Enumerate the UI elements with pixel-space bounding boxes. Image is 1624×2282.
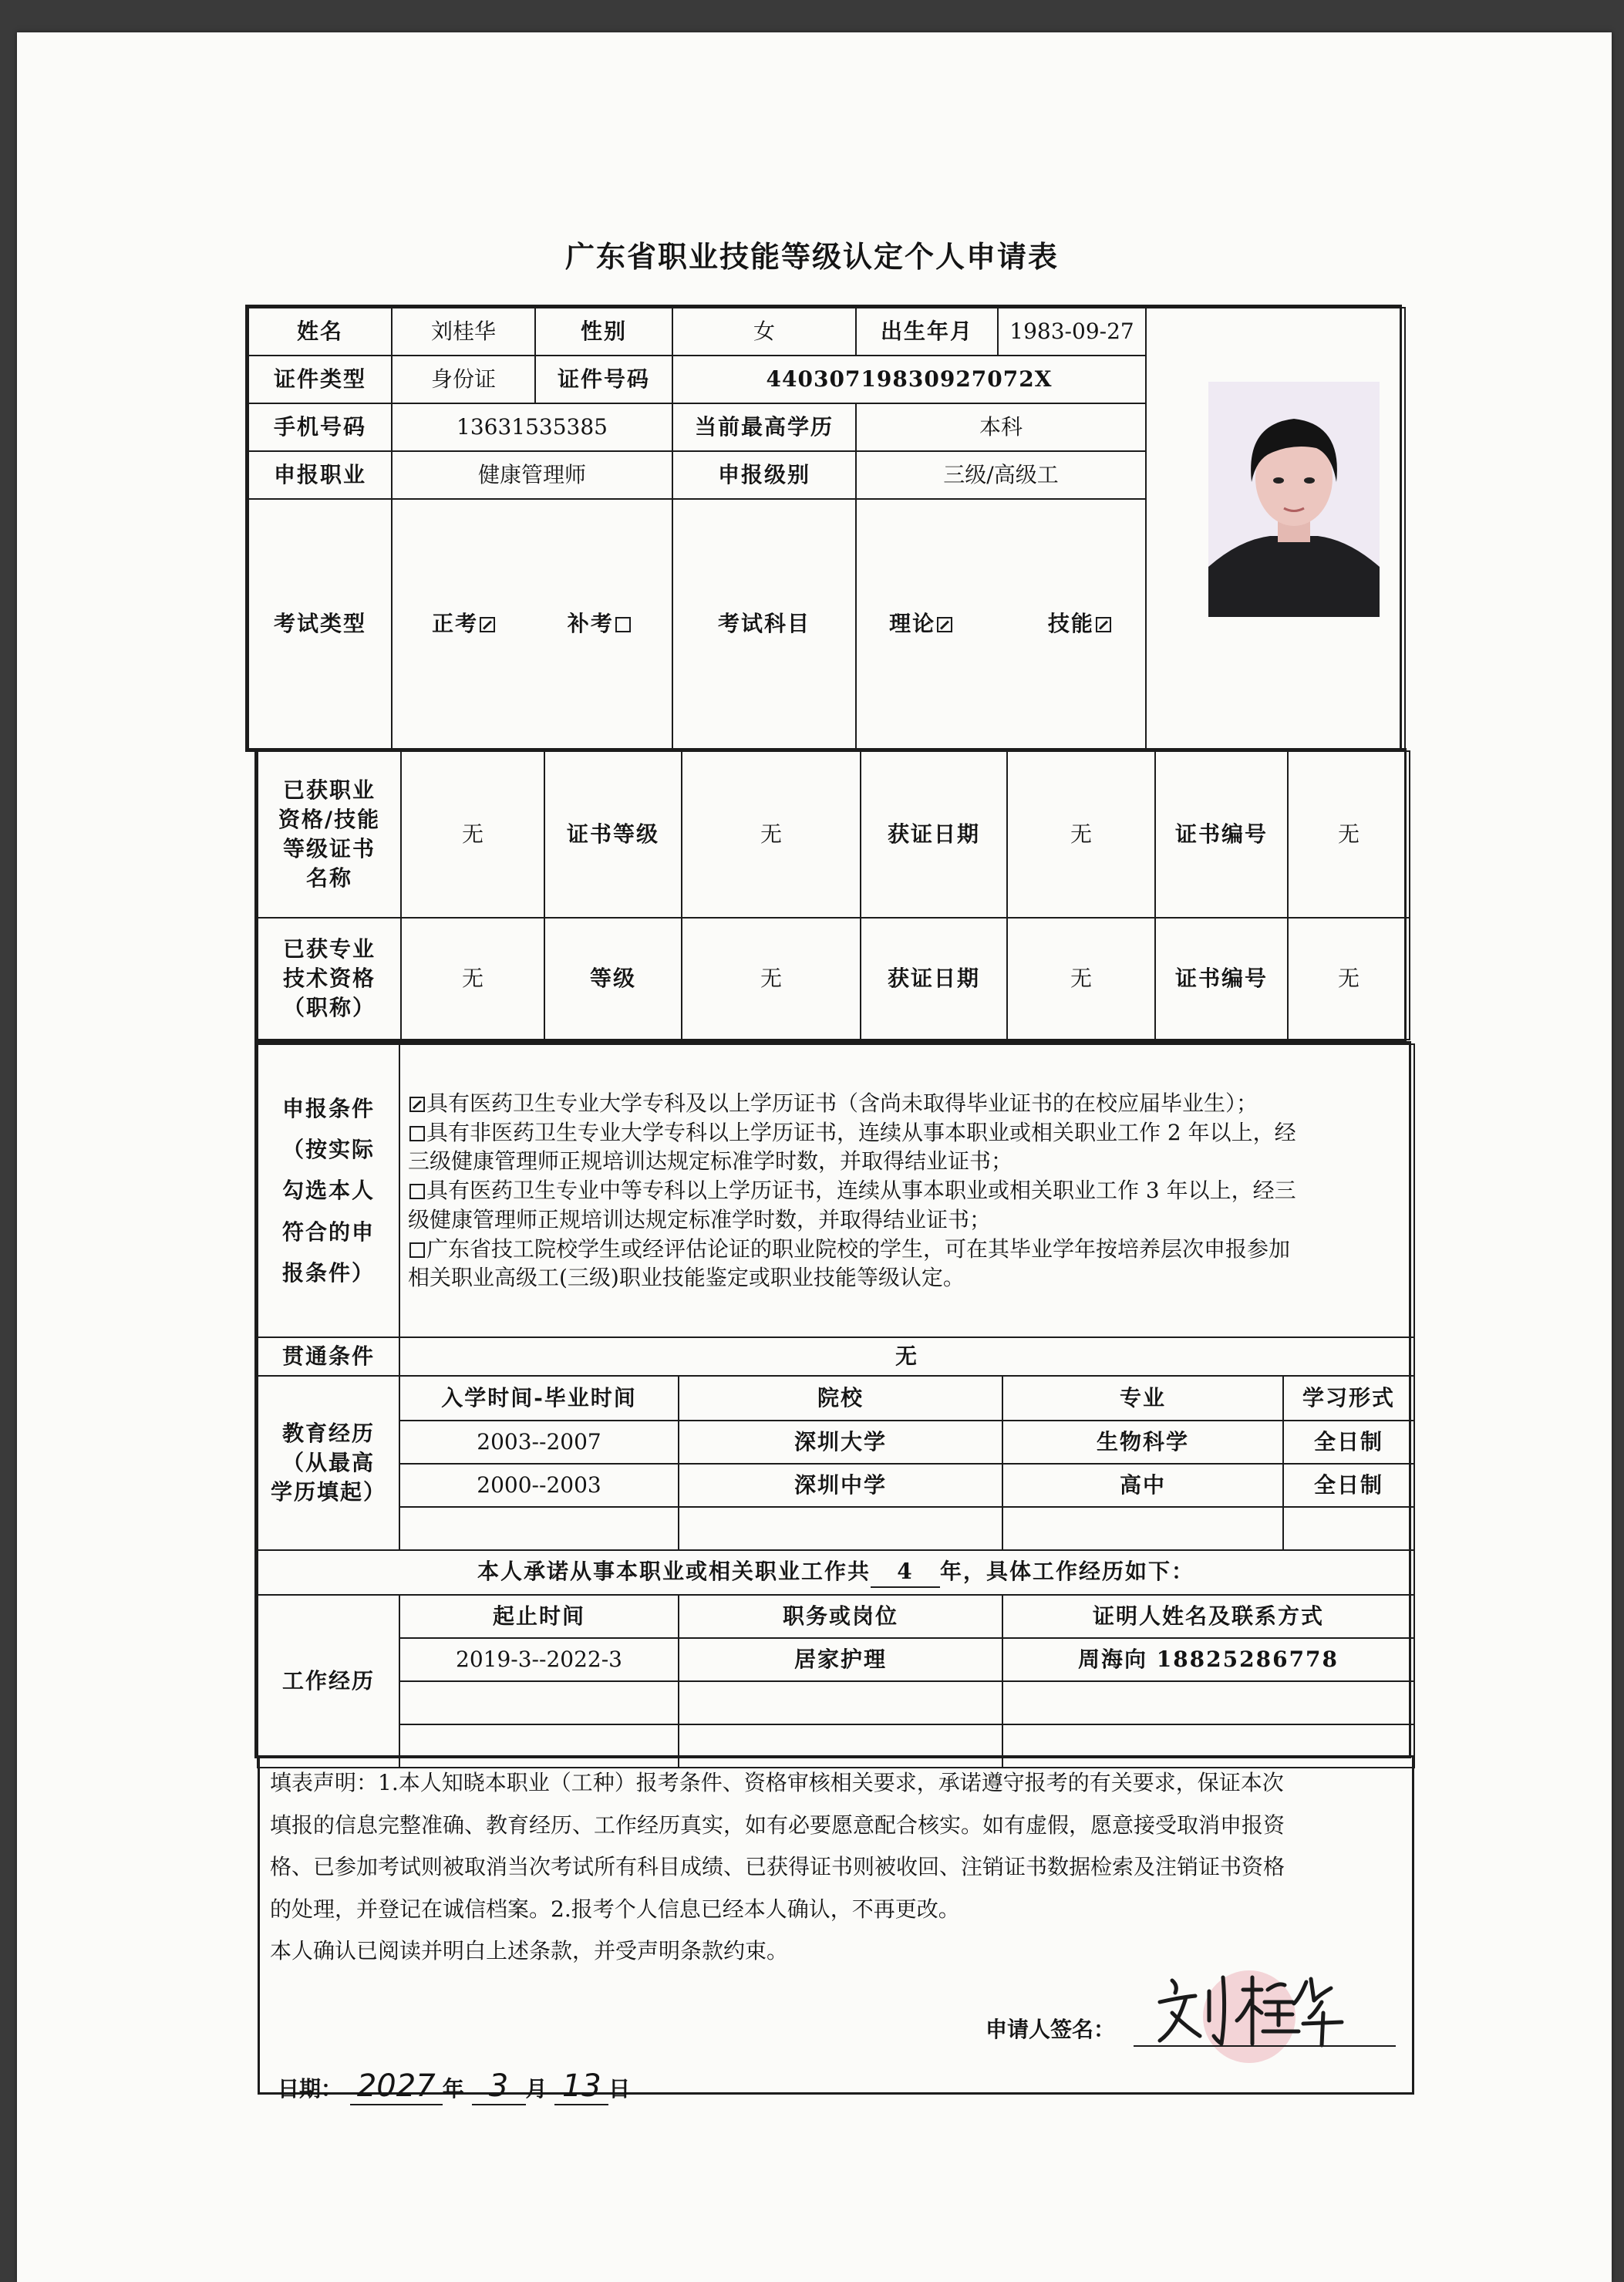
condition-3-line: 级健康管理师正规培训达规定标准学时数，并取得结业证书； bbox=[408, 1206, 992, 1232]
declaration-line: 填报的信息完整准确、教育经历、工作经历真实，如有必要愿意配合核实。如有虚假，愿意接受取消申报资 bbox=[270, 1812, 1285, 1838]
title-date-label: 获证日期 bbox=[861, 918, 1007, 1040]
date-month-unit: 月 bbox=[525, 2076, 548, 2102]
edu-mode: 全日制 bbox=[1283, 1421, 1414, 1464]
cert1-label-line: 名称 bbox=[305, 865, 352, 891]
edu-mode[interactable] bbox=[1283, 1507, 1414, 1550]
education-label bbox=[258, 1376, 399, 1550]
edu-mode: 全日制 bbox=[1283, 1464, 1414, 1507]
theory-label: 理论 bbox=[889, 611, 936, 637]
cert-date-value: 无 bbox=[1007, 751, 1155, 918]
skill-checkbox[interactable] bbox=[1096, 617, 1111, 632]
level-label: 申报级别 bbox=[672, 451, 856, 499]
edu-header-school: 院校 bbox=[679, 1376, 1002, 1421]
form-title: 广东省职业技能等级认定个人申请表 bbox=[564, 239, 1059, 274]
conditions-label bbox=[258, 1044, 399, 1337]
date-year[interactable]: 2027 bbox=[350, 2068, 443, 2105]
conditions-education-work-block bbox=[254, 1041, 1411, 1758]
education-level-label: 当前最高学历 bbox=[672, 403, 856, 451]
conditions-label-line: 符合的申 bbox=[281, 1219, 375, 1245]
cert2-label-line: 已获专业 bbox=[282, 936, 376, 962]
edu-header-major: 专业 bbox=[1002, 1376, 1283, 1421]
work-header-period: 起止时间 bbox=[399, 1595, 679, 1638]
table-row bbox=[258, 1638, 1414, 1681]
makeup-exam-label: 补考 bbox=[567, 611, 614, 637]
declaration-line: 格、已参加考试则被取消当次考试所有科目成绩、已获得证书则被收回、注销证书数据检索及注销证书资格 bbox=[270, 1854, 1285, 1880]
education-level-value: 本科 bbox=[856, 403, 1146, 451]
condition-4-line: 广东省技工院校学生或经评估论证的职业院校的学生，可在其毕业学年按培养层次申报参加 bbox=[426, 1235, 1291, 1262]
id-number-label: 证件号码 bbox=[535, 356, 672, 403]
edu-header-mode: 学习形式 bbox=[1283, 1376, 1414, 1421]
conditions-label-line: 申报条件 bbox=[281, 1096, 375, 1122]
id-type-value: 身份证 bbox=[392, 356, 535, 403]
date-day-unit: 日 bbox=[608, 2076, 631, 2102]
professional-title-name: 无 bbox=[401, 918, 544, 1040]
date-label: 日期： bbox=[278, 2076, 343, 2102]
work-reference: 周海向 18825286778 bbox=[1002, 1638, 1414, 1681]
cert2-label-line: 技术资格 bbox=[282, 966, 376, 992]
condition-3-checkbox[interactable] bbox=[409, 1184, 425, 1199]
cert2-label-line: （职称） bbox=[282, 994, 376, 1020]
conditions-label-line: 报条件） bbox=[281, 1259, 375, 1286]
declaration-text bbox=[262, 1762, 1403, 1973]
regular-exam-label: 正考 bbox=[432, 611, 479, 637]
cert-number-value: 无 bbox=[1288, 751, 1410, 918]
id-type-label: 证件类型 bbox=[248, 356, 392, 403]
theory-checkbox[interactable] bbox=[937, 617, 952, 632]
work-years-promise bbox=[258, 1550, 1414, 1595]
condition-item bbox=[408, 1176, 1406, 1205]
title-grade-value: 无 bbox=[682, 918, 861, 1040]
education-label-line: 教育经历 bbox=[281, 1421, 375, 1447]
work-header-reference: 证明人姓名及联系方式 bbox=[1002, 1595, 1414, 1638]
condition-2-line: 具有非医药卫生专业大学专科以上学历证书，连续从事本职业或相关职业工作 2 年以上，经 bbox=[426, 1119, 1296, 1145]
condition-item bbox=[408, 1118, 1406, 1148]
exam-subject-label: 考试科目 bbox=[672, 499, 856, 749]
certificates-block bbox=[254, 748, 1407, 1043]
id-number-value: 44030719830927072X bbox=[672, 356, 1146, 403]
phone-value: 13631535385 bbox=[392, 403, 672, 451]
date-month[interactable]: 3 bbox=[472, 2068, 526, 2105]
birth-label: 出生年月 bbox=[856, 308, 998, 356]
work-position: 居家护理 bbox=[679, 1638, 1002, 1681]
exam-subject-options bbox=[856, 499, 1146, 749]
table-row bbox=[258, 1421, 1414, 1464]
through-condition-label: 贯通条件 bbox=[258, 1337, 399, 1376]
education-label-line: 学历填起） bbox=[270, 1478, 386, 1505]
date-row bbox=[278, 2068, 630, 2105]
gender-value: 女 bbox=[672, 308, 856, 356]
work-years-value[interactable]: 4 bbox=[871, 1557, 940, 1588]
edu-major: 高中 bbox=[1002, 1464, 1283, 1507]
regular-exam-checkbox[interactable] bbox=[480, 617, 495, 632]
birth-value: 1983-09-27 bbox=[998, 308, 1146, 356]
work-reference[interactable] bbox=[1002, 1681, 1414, 1724]
level-value: 三级/高级工 bbox=[856, 451, 1146, 499]
name-value: 刘桂华 bbox=[392, 308, 535, 356]
personal-info-block bbox=[245, 305, 1402, 752]
condition-2-line: 三级健康管理师正规培训达规定标准学时数，并取得结业证书； bbox=[408, 1148, 1013, 1175]
edu-school: 深圳大学 bbox=[679, 1421, 1002, 1464]
occupational-cert-name: 无 bbox=[401, 751, 544, 918]
phone-label: 手机号码 bbox=[248, 403, 392, 451]
declaration-line: 本人确认已阅读并明白上述条款，并受声明条款约束。 bbox=[270, 1938, 789, 1964]
cert1-label-line: 等级证书 bbox=[282, 836, 376, 861]
condition-item bbox=[408, 1235, 1406, 1264]
cert-grade-value: 无 bbox=[682, 751, 861, 918]
work-header-position: 职务或岗位 bbox=[679, 1595, 1002, 1638]
condition-4-checkbox[interactable] bbox=[409, 1242, 425, 1258]
work-position[interactable] bbox=[679, 1681, 1002, 1724]
table-row bbox=[258, 1507, 1414, 1550]
cert-grade-label: 证书等级 bbox=[544, 751, 682, 918]
conditions-label-line: 勾选本人 bbox=[281, 1178, 375, 1204]
occupational-cert-label bbox=[258, 751, 401, 918]
edu-school: 深圳中学 bbox=[679, 1464, 1002, 1507]
cert1-label-line: 已获职业 bbox=[282, 777, 376, 804]
conditions-label-line: （按实际 bbox=[281, 1137, 375, 1163]
table-row bbox=[258, 1464, 1414, 1507]
promise-text: 年，具体工作经历如下： bbox=[940, 1559, 1195, 1585]
condition-1-line: 具有医药卫生专业大学专科及以上学历证书（含尚未取得毕业证书的在校应届毕业生）； bbox=[426, 1090, 1258, 1116]
table-row bbox=[258, 1681, 1414, 1724]
declaration-line: 的处理，并登记在诚信档案。2.报考个人信息已经本人确认，不再更改。 bbox=[270, 1896, 960, 1922]
title-grade-label: 等级 bbox=[544, 918, 682, 1040]
cert-number-label: 证书编号 bbox=[1155, 751, 1288, 918]
conditions-list bbox=[399, 1044, 1414, 1337]
name-label: 姓名 bbox=[248, 308, 392, 356]
exam-type-label: 考试类型 bbox=[248, 499, 392, 749]
exam-type-options bbox=[392, 499, 672, 749]
condition-3-line: 具有医药卫生专业中等专科以上学历证书，连续从事本职业或相关职业工作 3 年以上，经三 bbox=[426, 1178, 1296, 1204]
title-date-value: 无 bbox=[1007, 918, 1155, 1040]
condition-item bbox=[408, 1089, 1406, 1118]
declaration-line: 填表声明：1.本人知晓本职业（工种）报考条件、资格审核相关要求，承诺遵守报考的有关要求，保证本次 bbox=[270, 1770, 1284, 1795]
edu-period: 2000--2003 bbox=[399, 1464, 679, 1507]
through-condition-value: 无 bbox=[399, 1337, 1414, 1376]
edu-major: 生物科学 bbox=[1002, 1421, 1283, 1464]
signature-label: 申请人签名： bbox=[986, 2017, 1116, 2042]
edu-header-period: 入学时间-毕业时间 bbox=[399, 1376, 679, 1421]
work-period[interactable] bbox=[399, 1681, 679, 1724]
edu-school[interactable] bbox=[679, 1507, 1002, 1550]
occupation-value: 健康管理师 bbox=[392, 451, 672, 499]
work-period: 2019-3--2022-3 bbox=[399, 1638, 679, 1681]
skill-label: 技能 bbox=[1047, 611, 1094, 637]
condition-2-checkbox[interactable] bbox=[409, 1126, 425, 1141]
makeup-exam-checkbox[interactable] bbox=[615, 617, 631, 632]
cert1-label-line: 资格/技能 bbox=[278, 807, 381, 833]
condition-4-line: 相关职业高级工(三级)职业技能鉴定或职业技能等级认定。 bbox=[408, 1265, 965, 1291]
date-year-unit: 年 bbox=[442, 2076, 464, 2102]
condition-1-checkbox[interactable] bbox=[409, 1097, 425, 1112]
professional-title-label bbox=[258, 918, 401, 1040]
edu-period[interactable] bbox=[399, 1507, 679, 1550]
promise-text: 本人承诺从事本职业或相关职业工作共 bbox=[477, 1559, 871, 1585]
edu-period: 2003--2007 bbox=[399, 1421, 679, 1464]
work-experience-label: 工作经历 bbox=[258, 1595, 399, 1768]
title-number-value: 无 bbox=[1288, 918, 1410, 1040]
signature-line bbox=[1134, 2045, 1396, 2047]
gender-label: 性别 bbox=[535, 308, 672, 356]
cert-date-label: 获证日期 bbox=[861, 751, 1007, 918]
applicant-photo bbox=[1208, 382, 1380, 617]
occupation-label: 申报职业 bbox=[248, 451, 392, 499]
applicant-signature[interactable] bbox=[1149, 1967, 1349, 2051]
edu-major[interactable] bbox=[1002, 1507, 1283, 1550]
photo-cell bbox=[1146, 308, 1405, 749]
title-number-label: 证书编号 bbox=[1155, 918, 1288, 1040]
date-day[interactable]: 13 bbox=[554, 2068, 608, 2105]
education-label-line: （从最高 bbox=[281, 1450, 375, 1476]
